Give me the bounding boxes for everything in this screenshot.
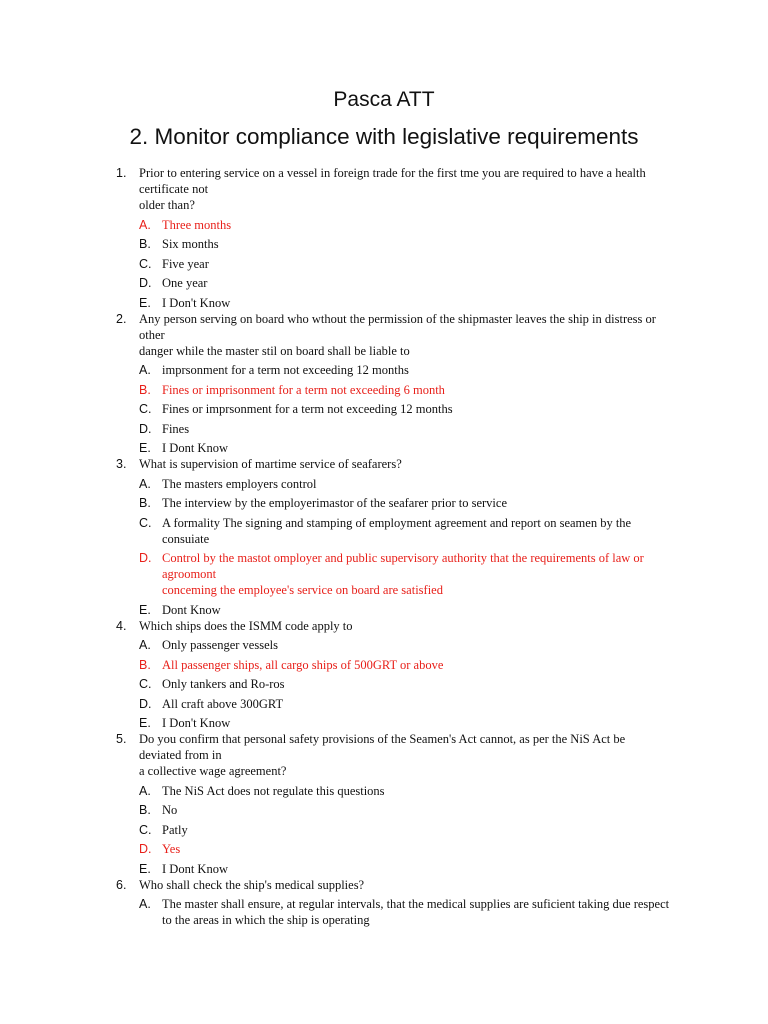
option-letter: C. (139, 515, 152, 530)
option-text (162, 382, 674, 398)
option-text-line: Yes (162, 842, 181, 856)
answer-option (0, 440, 768, 456)
question-row (0, 456, 768, 472)
question-number: 6. (116, 877, 127, 892)
option-text-line: One year (162, 276, 208, 290)
option-letter: E. (139, 602, 151, 617)
option-text (162, 476, 674, 492)
option-letter: A. (139, 476, 151, 491)
answer-option (0, 715, 768, 731)
page-title: Pasca ATT (333, 88, 435, 111)
answer-option-correct (0, 657, 768, 673)
option-text (162, 657, 674, 673)
question-text (139, 877, 659, 893)
question-number: 1. (116, 166, 127, 180)
option-text-line: Only passenger vessels (162, 638, 278, 652)
answer-option (0, 696, 768, 712)
answer-option (0, 476, 768, 492)
answer-option (0, 236, 768, 252)
answer-option (0, 256, 768, 272)
question-text-line: What is supervision of martime service of seafarers? (139, 457, 402, 471)
answer-option (0, 602, 768, 618)
question-1 (0, 165, 768, 311)
question-number: 2. (116, 311, 127, 326)
answer-option (0, 515, 768, 547)
answer-option (0, 362, 768, 378)
question-text-line: a collective wage agreement? (139, 764, 287, 778)
option-text (162, 802, 674, 818)
option-text (162, 550, 674, 598)
question-list (0, 165, 768, 928)
option-text-line: I Don't Know (162, 716, 231, 730)
answer-option (0, 495, 768, 511)
question-5 (0, 731, 768, 877)
option-text-line: The masters employers control (162, 476, 317, 491)
option-letter: A. (139, 638, 151, 652)
option-text (162, 362, 674, 378)
option-letter: A. (139, 897, 151, 911)
question-text (139, 731, 659, 779)
option-text-line: Patly (162, 822, 188, 837)
option-text (162, 602, 674, 618)
option-text-line: The NiS Act does not regulate this questions (162, 783, 385, 798)
option-letter: E. (139, 295, 151, 310)
option-letter: D. (139, 551, 152, 565)
option-letter: B. (139, 237, 151, 251)
answer-option-correct (0, 382, 768, 398)
question-number: 4. (116, 618, 127, 633)
option-letter: A. (139, 783, 151, 798)
option-letter: E. (139, 716, 151, 730)
question-text (139, 456, 659, 472)
option-text-line: All passenger ships, all cargo ships of 500GRT or above (162, 657, 444, 672)
option-text (162, 401, 674, 417)
answer-option (0, 822, 768, 838)
option-text (162, 637, 674, 653)
option-text (162, 896, 674, 928)
answer-option (0, 401, 768, 417)
option-text (162, 783, 674, 799)
option-text-line: A formality The signing and stamping of employment agreement and report on seamen by the consuiate (162, 515, 632, 546)
option-text (162, 676, 674, 692)
option-letter: D. (139, 842, 152, 856)
option-text (162, 217, 674, 233)
option-text-line: Control by the mastot omployer and public supervisory authority that the requirements of law or agroomont (162, 551, 644, 581)
question-row (0, 165, 768, 213)
option-text-line: The master shall ensure, at regular intervals, that the medical supplies are suficient taking due respect to the areas in which the ship is operating (162, 897, 670, 927)
answer-option (0, 861, 768, 877)
question-text-line: Which ships does the ISMM code apply to (139, 618, 353, 633)
question-text (139, 165, 659, 213)
answer-option-correct (0, 217, 768, 233)
question-text-line: Prior to entering service on a vessel in foreign trade for the first tme you are required to have a health certificate not (139, 166, 646, 196)
question-text-line: Who shall check the ship's medical supplies? (139, 877, 365, 892)
option-text (162, 515, 674, 547)
question-row (0, 877, 768, 893)
question-text (139, 618, 659, 634)
option-letter: A. (139, 363, 151, 377)
answer-option (0, 421, 768, 437)
option-text-line: Fines (162, 421, 190, 436)
option-letter: D. (139, 276, 152, 290)
option-text-line: No (162, 803, 178, 817)
option-letter: D. (139, 696, 152, 711)
question-2 (0, 311, 768, 457)
option-text-line: I Don't Know (162, 295, 231, 310)
option-text (162, 715, 674, 731)
option-text (162, 275, 674, 291)
question-text-line: Do you confirm that personal safety provisions of the Seamen's Act cannot, as per the NiS Act be deviated from in (139, 732, 626, 762)
answer-option (0, 783, 768, 799)
question-4 (0, 618, 768, 732)
option-text-line: I Dont Know (162, 441, 228, 455)
question-6 (0, 877, 768, 929)
answer-option (0, 896, 768, 928)
question-3 (0, 456, 768, 618)
option-letter: E. (139, 441, 151, 455)
option-text-line: imprsonment for a term not exceeding 12 months (162, 363, 409, 377)
option-text-line: I Dont Know (162, 861, 228, 876)
answer-option (0, 275, 768, 291)
option-letter: A. (139, 217, 151, 232)
option-text (162, 861, 674, 877)
answer-option (0, 676, 768, 692)
answer-option (0, 802, 768, 818)
option-letter: C. (139, 822, 152, 837)
option-text (162, 256, 674, 272)
option-text-line: All craft above 300GRT (162, 696, 284, 711)
option-text-line: Fines or imprsonment for a term not exceeding 12 months (162, 402, 453, 416)
option-text-line: The interview by the employerimastor of the seafarer prior to service (162, 496, 508, 510)
answer-option-correct (0, 550, 768, 598)
question-row (0, 731, 768, 779)
option-text-line: Three months (162, 217, 232, 232)
option-text (162, 841, 674, 857)
question-number: 3. (116, 457, 127, 471)
option-letter: C. (139, 256, 152, 271)
option-text (162, 696, 674, 712)
option-text (162, 440, 674, 456)
option-text (162, 495, 674, 511)
option-text-line: Fines or imprisonment for a term not exceeding 6 month (162, 382, 445, 397)
question-text-line: older than? (139, 198, 195, 212)
question-text-line: danger while the master stil on board shall be liable to (139, 343, 410, 358)
option-letter: B. (139, 657, 151, 672)
section-heading: 2. Monitor compliance with legislative requirements (129, 124, 639, 149)
question-number: 5. (116, 732, 127, 746)
option-letter: B. (139, 803, 151, 817)
option-letter: E. (139, 861, 151, 876)
option-text-line: Dont Know (162, 602, 221, 617)
option-text (162, 236, 674, 252)
answer-option (0, 295, 768, 311)
question-text-line: Any person serving on board who wthout the permission of the shipmaster leaves the ship in distress or other (139, 311, 656, 342)
option-text-line: Six months (162, 237, 219, 251)
option-text (162, 295, 674, 311)
option-text-line: Only tankers and Ro-ros (162, 677, 285, 691)
option-letter: D. (139, 421, 152, 436)
option-text-line: conceming the employee's service on board are satisfied (162, 583, 443, 597)
option-text (162, 822, 674, 838)
answer-option (0, 637, 768, 653)
option-letter: C. (139, 402, 152, 416)
option-letter: B. (139, 496, 151, 510)
option-letter: B. (139, 382, 151, 397)
option-letter: C. (139, 677, 152, 691)
option-text-line: Five year (162, 256, 209, 271)
option-text (162, 421, 674, 437)
question-text (139, 311, 659, 359)
question-row (0, 618, 768, 634)
question-row (0, 311, 768, 359)
answer-option-correct (0, 841, 768, 857)
